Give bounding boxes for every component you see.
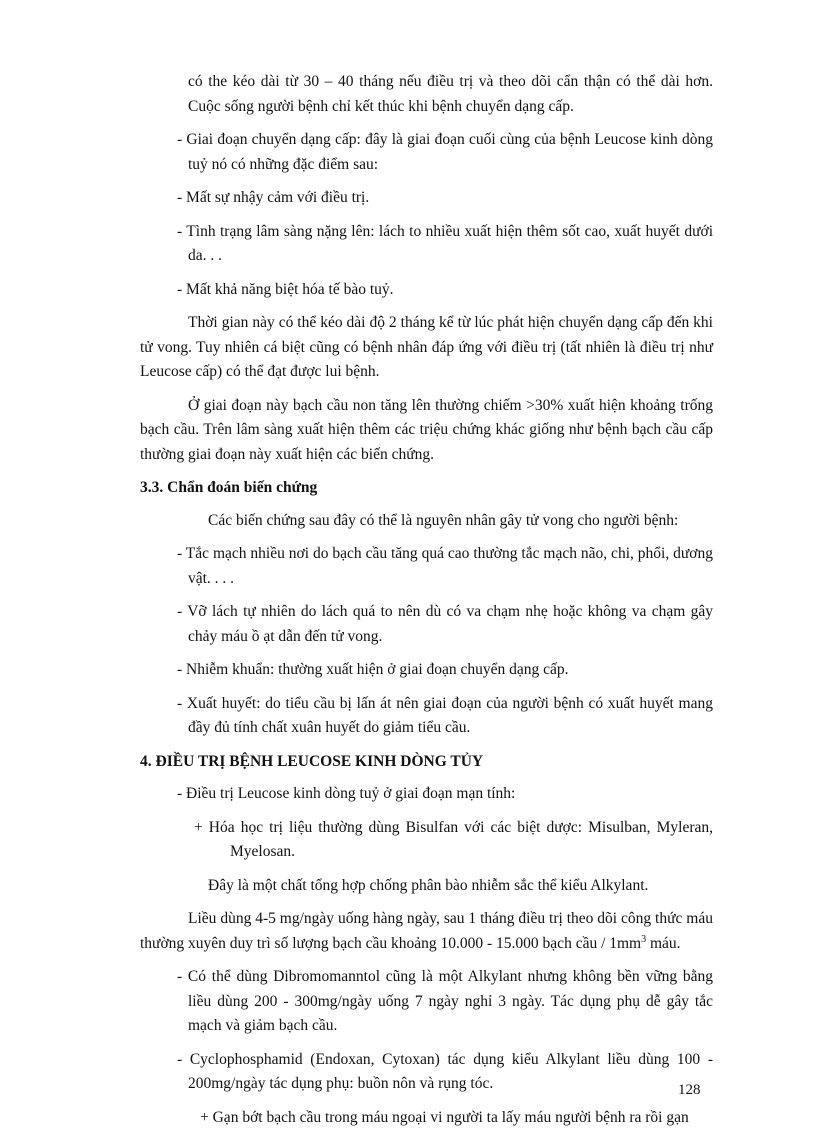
paragraph: - Điều trị Leucose kinh dòng tuỷ ở giai đoạn mạn tính: — [177, 785, 516, 802]
paragraph: - Mất sự nhậy cảm với điều trị. — [177, 189, 370, 206]
paragraph: Liều dùng 4-5 mg/ngày uống hàng ngày, sau 1 tháng điều trị theo dõi công thức máu thường xuyên duy trì số lượng bạch cầu khoảng 10.000 - 15.000 bạch cầu / $1mm^3$ máu. — [140, 910, 713, 952]
paragraph: - Cyclophosphamid (Endoxan, Cytoxan) tác dụng kiểu Alkylant liều dùng 100 - 200mg/ngày tác dụng phụ: buồn nôn và rụng tóc. — [177, 1050, 713, 1092]
section-heading: 3.3. Chẩn đoán biến chứng — [140, 479, 318, 496]
superscript: 3 — [641, 933, 647, 945]
paragraph: Các biến chứng sau đây có thể là nguyên nhân gây tử vong cho người bệnh: — [208, 511, 679, 529]
page-body — [140, 70, 713, 1139]
paragraph: + Hóa học trị liệu thường dùng Bisulfan với các biệt dược: Misulban, Myleran, Myelosan. — [194, 818, 713, 860]
paragraph: - Nhiễm khuẩn: thường xuất hiện ở giai đoạn chuyển dạng cấp. — [177, 661, 569, 678]
paragraph: - Vỡ lách tự nhiên do lách quá to nên dù có va chạm nhẹ hoặc không va chạm gây chảy máu ồ ạt dẫn đến tử vong. — [177, 603, 713, 645]
paragraph: - Tắc mạch nhiều nơi do bạch cầu tăng quá cao thường tắc mạch não, chi, phổi, dương vật. . . . — [177, 545, 713, 587]
paragraph: - Mất khả năng biệt hóa tế bào tuỷ. — [177, 280, 394, 298]
paragraph: - Tình trạng lâm sàng nặng lên: lách to nhiều xuất hiện thêm sốt cao, xuất huyết dưới da. . . — [177, 222, 713, 264]
page-number: 128 — [678, 1082, 701, 1098]
paragraph: - Có thể dùng Dibromomanntol cũng là một Alkylant nhưng không bền vững bằng liều dùng 200 - 300mg/ngày uống 7 ngày nghỉ 3 ngày. Tác dụng phụ dễ gây tắc mạch và giảm bạch cầu. — [177, 968, 713, 1034]
paragraph: + Gạn bớt bạch cầu trong máu ngoại vi người ta lấy máu người bệnh ra rồi gạn — [200, 1108, 689, 1126]
paragraph: - Xuất huyết: do tiểu cầu bị lấn át nên giai đoạn của người bệnh có xuất huyết mang đầy đủ tính chất xuân huyết do giảm tiểu cầu. — [177, 694, 713, 736]
paragraph: - Giai đoạn chuyển dạng cấp: đây là giai đoạn cuối cùng của bệnh Leucose kinh dòng tuỷ nó có những đặc điểm sau: — [177, 131, 713, 173]
paragraph: Thời gian này có thể kéo dài độ 2 tháng kể từ lúc phát hiện chuyển dạng cấp đến khi tử vong. Tuy nhiên cá biệt cũng có bệnh nhân đáp ứng với điều trị (tất nhiên là điều trị như Leucose cấp) có thể đạt được lui bệnh. — [140, 314, 713, 380]
paragraph: có the kéo dài từ 30 – 40 tháng nếu điều trị và theo dõi cẩn thận có thể dài hơn. Cuộc sống người bệnh chỉ kết thúc khi bệnh chuyển dạng cấp. — [188, 73, 713, 115]
section-heading: 4. ĐIỀU TRỊ BỆNH LEUCOSE KINH DÒNG TỦY — [140, 752, 484, 770]
paragraph: Đây là một chất tổng hợp chống phân bào nhiễm sắc thể kiểu Alkylant. — [208, 876, 649, 894]
paragraph: Ở giai đoạn này bạch cầu non tăng lên thường chiếm >30% xuất hiện khoảng trống bạch cầu. Trên lâm sàng xuất hiện thêm các triệu chứng khác giống như bệnh bạch cầu cấp thường giai đoạn này xuất hiện các biến chứng. — [140, 396, 713, 463]
